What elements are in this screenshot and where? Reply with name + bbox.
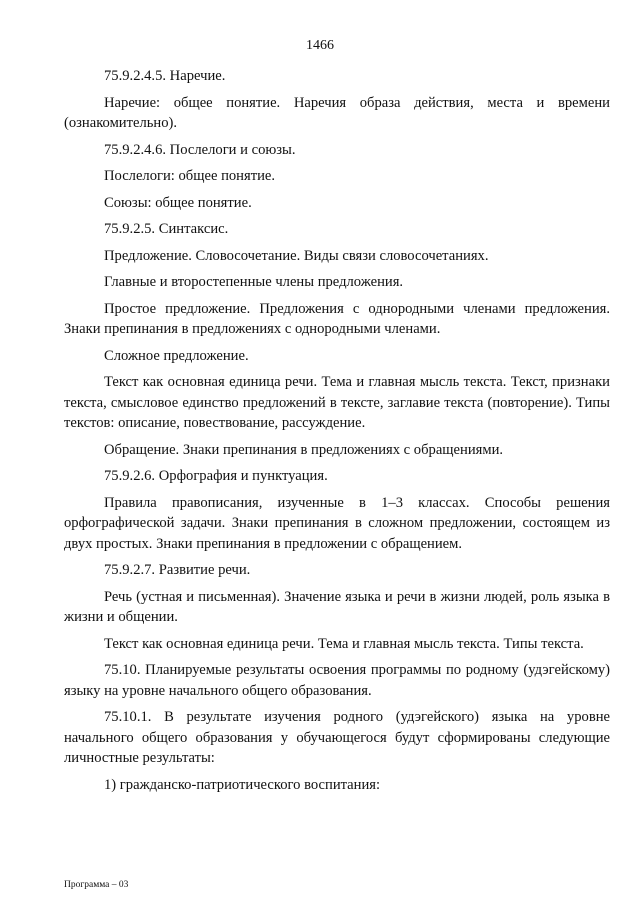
paragraph-simple-sentence: Простое предложение. Предложения с однородными членами предложения. Знаки препинания в предложениях с однородными членами. [64,300,610,337]
paragraph-adverb-description: Наречие: общее понятие. Наречия образа действия, места и времени (ознакомительно). [64,94,610,131]
paragraph-complex-sentence: Сложное предложение. [104,347,249,364]
page-number: 1466 [306,38,334,53]
paragraph-planned-results: 75.10. Планируемые результаты освоения программы по родному (удэгейскому) языку на уровне начального общего образования. [64,662,610,699]
paragraph-text-unit: Текст как основная единица речи. Тема и главная мысль текста. Текст, признаки текста, смысловое единство предложений в тексте, заглавие текста (повторение). Типы текстов: описание, повествование, рассуждение. [64,374,610,431]
page-footer: Программа – 03 [64,880,129,890]
section-heading-adverb: 75.9.2.4.5. Наречие. [104,68,226,84]
paragraph-sentence: Предложение. Словосочетание. Виды связи словосочетаниях. [104,247,489,264]
paragraph-conjunctions: Союзы: общее понятие. [104,194,252,211]
paragraph-text-types: Текст как основная единица речи. Тема и главная мысль текста. Типы текста. [104,635,584,652]
paragraph-spelling-rules: Правила правописания, изученные в 1–3 классах. Способы решения орфографической задачи. Знаки препинания в сложном предложении, состоящем из двух простых. Знаки препинания в предложении с обращением. [64,494,610,552]
paragraph-sentence-members: Главные и второстепенные члены предложения. [104,274,404,290]
list-item-civic-education: 1) гражданско-патриотического воспитания: [104,776,381,793]
document-body [64,66,610,801]
paragraph-address: Обращение. Знаки препинания в предложениях с обращениями. [104,441,504,458]
paragraph-postpositions: Послелоги: общее понятие. [104,168,276,184]
paragraph-speech: Речь (устная и письменная). Значение языка и речи в жизни людей, роль языка в жизни и общении. [64,588,610,625]
section-heading-postpositions: 75.9.2.4.6. Послелоги и союзы. [104,141,296,158]
section-heading-speech: 75.9.2.7. Развитие речи. [104,562,251,578]
section-heading-syntax: 75.9.2.5. Синтаксис. [104,221,229,237]
section-heading-orthography: 75.9.2.6. Орфография и пунктуация. [104,468,328,484]
paragraph-personal-results: 75.10.1. В результате изучения родного (удэгейского) языка на уровне начального общего образования у обучающегося будут сформированы следующие личностные результаты: [64,709,610,766]
